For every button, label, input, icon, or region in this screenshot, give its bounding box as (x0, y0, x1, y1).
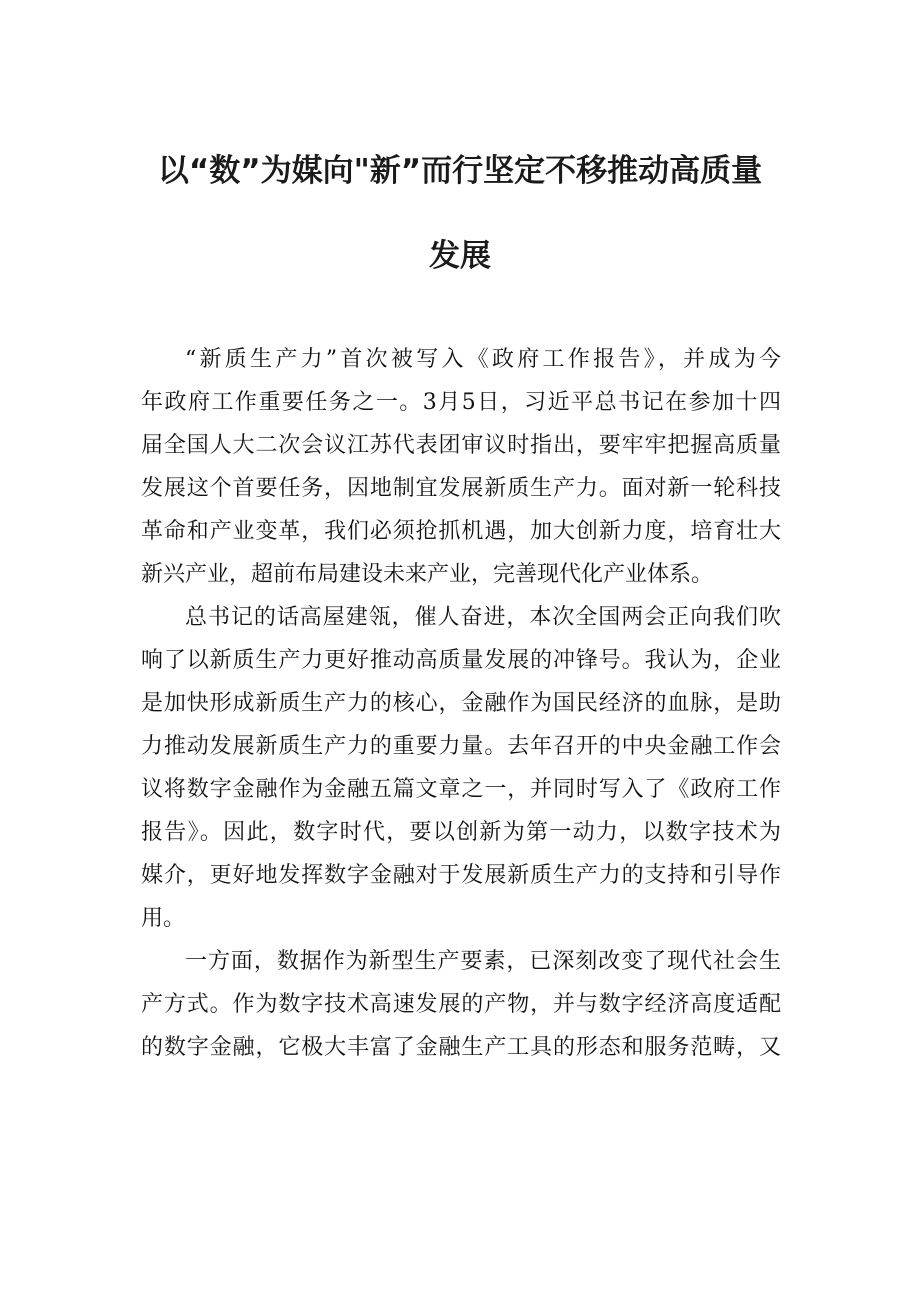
paragraph-line: 是加快形成新质生产力的核心，金融作为国民经济的血脉，是助 (141, 691, 781, 716)
document-title-line-2: 发展 (429, 238, 491, 274)
paragraph-line: 力推动发展新质生产力的重要力量。去年召开的中央金融工作会 (141, 734, 781, 759)
paragraph-line: “新质生产力”首次被写入《政府工作报告》，并成为今 (185, 347, 781, 372)
paragraph-line: 革命和产业变革，我们必须抢抓机遇，加大创新力度，培育壮大 (141, 519, 781, 544)
paragraph-line: 一方面，数据作为新型生产要素，已深刻改变了现代社会生 (185, 949, 781, 974)
document-title-line-1: 以“数”为媒向"新”而行坚定不移推动高质量 (157, 153, 763, 189)
paragraph-line: 报告》。因此，数字时代，要以创新为第一动力，以数字技术为 (141, 820, 781, 845)
paragraph-line: 议将数字金融作为金融五篇文章之一，并同时写入了《政府工作 (141, 777, 781, 802)
paragraph-line: 媒介，更好地发挥数字金融对于发展新质生产力的支持和引导作 (141, 863, 781, 888)
paragraph-line: 的数字金融，它极大丰富了金融生产工具的形态和服务范畴，又 (141, 1035, 781, 1060)
paragraph-line: 用。 (141, 906, 186, 931)
paragraph-line: 新兴产业，超前布局建设未来产业，完善现代化产业体系。 (141, 562, 714, 587)
paragraph-line: 发展这个首要任务，因地制宜发展新质生产力。面对新一轮科技 (141, 476, 781, 501)
paragraph-line: 年政府工作重要任务之一。3月5日，习近平总书记在参加十四 (141, 390, 781, 415)
paragraph-line: 届全国人大二次会议江苏代表团审议时指出，要牢牢把握高质量 (141, 433, 781, 458)
paragraph-line: 总书记的话高屋建瓴，催人奋进，本次全国两会正向我们吹 (185, 605, 781, 630)
paragraph-line: 产方式。作为数字技术高速发展的产物，并与数字经济高度适配 (141, 992, 781, 1017)
paragraph-line: 响了以新质生产力更好推动高质量发展的冲锋号。我认为，企业 (141, 648, 781, 673)
